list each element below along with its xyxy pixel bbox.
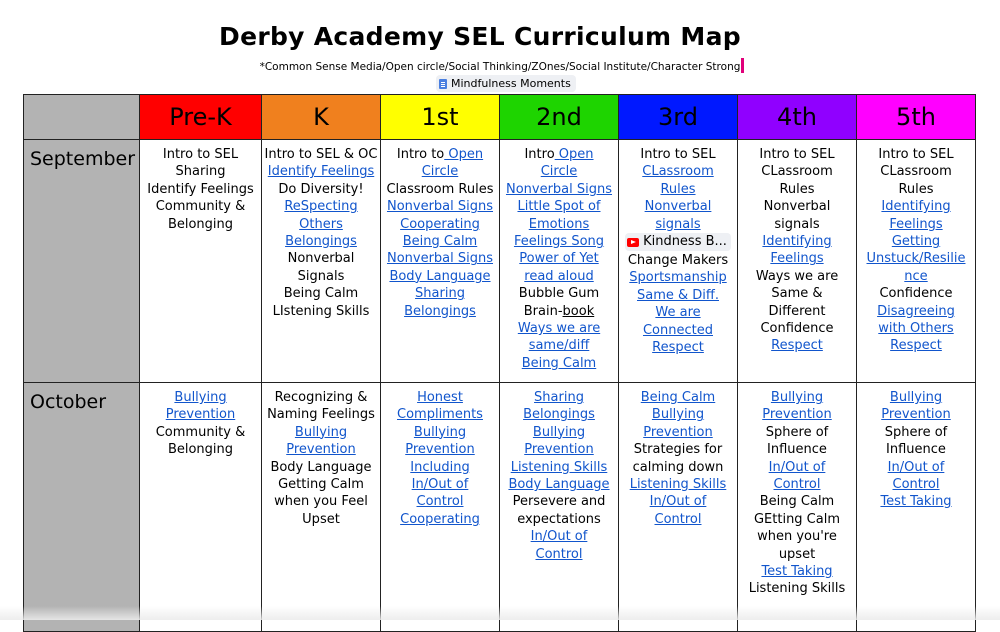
topic-text: Rules (898, 181, 934, 197)
topic-text: Rules (779, 181, 815, 197)
topic-text: Classroom Rules (386, 181, 494, 197)
topic-link[interactable]: Control (654, 511, 702, 527)
cell-1st (381, 383, 500, 632)
topic-link[interactable]: Circle (540, 164, 578, 180)
topic-link[interactable]: Nonverbal Signs (386, 199, 494, 215)
text-cursor (741, 58, 744, 73)
month-row-october (24, 383, 976, 632)
youtube-icon (627, 238, 639, 247)
topic-text: Being Calm (759, 494, 835, 510)
topic-text: Sharing (175, 164, 226, 180)
topic-link[interactable]: Same & Diff. (637, 287, 719, 303)
topic-text: Body Language (270, 459, 372, 475)
topic-link[interactable]: Body Language (508, 477, 610, 493)
topic-text: Intro to SEL & OC (264, 147, 378, 162)
topic-text-part: Intro (524, 147, 555, 162)
topic-link[interactable]: Body Language (389, 268, 491, 284)
topic-text: Getting Calm (278, 477, 364, 493)
topic-link[interactable]: In/Out of (649, 494, 707, 510)
topic-text: Strategies for (633, 442, 723, 458)
topic-link[interactable]: Respect (890, 338, 942, 354)
month-label: October (24, 383, 140, 632)
cell-pre-k (140, 140, 262, 383)
cell-pre-k (140, 383, 262, 632)
topic-text: Influence (886, 442, 946, 458)
topic-link[interactable]: ReSpecting (284, 199, 358, 215)
topic-link[interactable]: Feelings (889, 216, 943, 232)
topic-text (502, 303, 616, 320)
topic-link[interactable]: signals (655, 216, 701, 232)
topic-text: Nonverbal (763, 199, 831, 215)
topic-text: CLassroom (761, 164, 833, 180)
topic-text: Bubble Gum (518, 286, 600, 302)
topic-link[interactable]: In/Out of (887, 459, 945, 475)
topic-link[interactable]: with Others (878, 321, 954, 337)
curriculum-table (23, 94, 976, 632)
topic-link[interactable]: Control (773, 477, 821, 493)
topic-link[interactable]: In/Out of (530, 529, 588, 545)
grade-header-1st: 1st (381, 95, 500, 140)
cell-1st (381, 140, 500, 383)
topic-text: LIstening Skills (272, 303, 370, 319)
topic-link[interactable]: Honest (417, 390, 463, 405)
topic-link[interactable]: Prevention (405, 442, 475, 458)
topic-text: Intro to SEL (640, 147, 716, 162)
topic-link[interactable]: Circle (421, 164, 459, 180)
topic-link[interactable]: Bullying (294, 424, 348, 440)
topic-text: Change Makers (627, 252, 729, 268)
topic-link[interactable]: Prevention (881, 407, 951, 423)
cell-4th (738, 140, 857, 383)
topic-text: Confidence (760, 321, 834, 337)
topic-link[interactable]: Open (444, 147, 484, 162)
topic-link[interactable]: Nonverbal Signs (386, 251, 494, 267)
doc-icon (439, 79, 447, 89)
topic-link[interactable]: Being Calm (640, 390, 716, 405)
cell-k (262, 140, 381, 383)
topic-link[interactable]: Control (892, 477, 940, 493)
topic-link[interactable]: Cooperating (400, 511, 480, 527)
topic-link[interactable]: Being Calm (521, 355, 597, 371)
topic-text (502, 146, 616, 163)
month-label: September (24, 140, 140, 383)
topic-text: Influence (767, 442, 827, 458)
topic-text: Do Diversity! (278, 181, 364, 197)
topic-text: Naming Feelings (267, 407, 375, 423)
cell-5th (857, 383, 976, 632)
topic-text: when you Feel (274, 494, 368, 510)
topic-text: CLassroom (880, 164, 952, 180)
topic-link[interactable]: Respect (652, 339, 704, 355)
topic-text: Intro to SEL (759, 147, 835, 162)
topic-link[interactable]: read aloud (524, 268, 594, 284)
topic-text: Different (768, 303, 826, 319)
topic-link[interactable]: Feelings Song (513, 234, 605, 250)
topic-link[interactable]: Including (410, 459, 470, 475)
cell-4th (738, 383, 857, 632)
grade-header-pre-k: Pre-K (140, 95, 262, 140)
chip-label: Mindfulness Moments (451, 77, 571, 90)
topic-link[interactable]: Bullying (770, 390, 824, 405)
topic-link[interactable]: Unstuck/Resilie (866, 251, 966, 267)
page-title: Derby Academy SEL Curriculum Map (219, 22, 741, 51)
topic-link[interactable]: Listening Skills (629, 477, 727, 493)
topic-text: Sphere of (765, 424, 829, 440)
bottom-fade (0, 606, 1000, 620)
topic-link[interactable]: Belongings (523, 407, 595, 423)
topic-link[interactable]: Bullying (651, 407, 705, 423)
topic-link[interactable]: Compliments (397, 407, 483, 423)
topic-link[interactable]: Identifying (881, 199, 951, 215)
topic-text: Persevere and (512, 494, 606, 510)
grade-header-k: K (262, 95, 381, 140)
cell-3rd (619, 383, 738, 632)
grade-header-3rd: 3rd (619, 95, 738, 140)
topic-link[interactable]: Bullying (889, 390, 943, 405)
topic-link[interactable]: Prevention (524, 442, 594, 458)
topic-link[interactable]: Bullying (413, 424, 467, 440)
topic-text: Community & (155, 424, 246, 440)
cell-3rd (619, 140, 738, 383)
grade-header-5th: 5th (857, 95, 976, 140)
topic-text-part: Intro to (396, 147, 445, 162)
topic-text: Being Calm (283, 286, 359, 302)
grade-header-2nd: 2nd (500, 95, 619, 140)
topic-link[interactable]: We are (655, 305, 701, 321)
topic-text-part: Brain- (523, 303, 563, 319)
topic-link[interactable]: Belongings (404, 303, 476, 319)
topic-link[interactable]: Being Calm (402, 234, 478, 250)
topic-link[interactable]: Little Spot of (517, 199, 601, 215)
grade-header-4th: 4th (738, 95, 857, 140)
topic-text: Belonging (167, 442, 234, 458)
topic-text: Belonging (167, 216, 234, 232)
topic-link[interactable]: Cooperating (400, 216, 480, 232)
topic-text: Identify Feelings (147, 181, 254, 197)
topic-text: Confidence (879, 286, 953, 302)
topic-link[interactable]: Control (535, 546, 583, 562)
topic-link[interactable]: Nonverbal (644, 199, 712, 215)
topic-link[interactable]: Identifying (762, 234, 832, 250)
mindfulness-moments-chip[interactable] (436, 75, 576, 92)
topic-link[interactable]: Bullying (532, 424, 586, 440)
topic-text: Signals (297, 268, 345, 284)
cell-k (262, 383, 381, 632)
topic-link[interactable]: Nonverbal Signs (505, 181, 613, 197)
topic-text: Ways we are (755, 268, 839, 284)
topic-link[interactable]: Identify Feelings (267, 164, 375, 180)
topic-link[interactable]: Prevention (643, 424, 713, 440)
month-row-september (24, 140, 976, 383)
topic-link[interactable]: Prevention (286, 442, 356, 458)
topic-text: Recognizing & (274, 390, 368, 405)
topic-link[interactable]: In/Out of (411, 477, 469, 493)
topic-text: Listening Skills (748, 581, 846, 597)
subtitle-text: *Common Sense Media/Open circle/Social Thinking/ZOnes/Social Institute/Character Strong (259, 61, 741, 73)
topic-link[interactable]: nce (904, 268, 928, 284)
topic-link[interactable]: Feelings (770, 251, 824, 267)
topic-text-part: book (562, 303, 595, 319)
corner-cell (24, 95, 140, 140)
cell-2nd (500, 140, 619, 383)
topic-link[interactable]: Sportsmanship (629, 270, 727, 286)
topic-text: upset (778, 546, 816, 562)
topic-link[interactable]: Getting (891, 234, 941, 250)
video-chip-label: Kindness B... (643, 234, 727, 250)
topic-link[interactable]: Bullying (174, 390, 227, 405)
topic-text: Nonverbal (287, 251, 355, 267)
topic-link[interactable]: Respect (771, 338, 823, 354)
subtitle (0, 58, 1000, 73)
topic-link[interactable]: Test Taking (761, 564, 833, 580)
topic-text: Intro to SEL (878, 147, 954, 162)
topic-link[interactable]: Sharing (534, 390, 584, 405)
topic-link[interactable]: Test Taking (880, 494, 952, 510)
topic-text: when you're (757, 529, 837, 545)
video-chip[interactable] (625, 233, 731, 251)
topic-link[interactable]: CLassroom (642, 164, 714, 180)
topic-link[interactable]: Open (554, 147, 594, 162)
topic-link[interactable]: Prevention (762, 407, 832, 423)
topic-text: Intro to SEL (162, 147, 239, 162)
topic-link[interactable]: Rules (660, 181, 696, 197)
topic-text: Community & (155, 199, 246, 215)
topic-text: expectations (517, 511, 601, 527)
cell-5th (857, 140, 976, 383)
topic-link[interactable]: Connected (642, 322, 713, 338)
topic-text: GEtting Calm (753, 511, 841, 527)
topic-link[interactable]: In/Out of (768, 459, 826, 475)
topic-link[interactable]: Prevention (165, 407, 236, 423)
topic-link[interactable]: Power of Yet (519, 251, 599, 267)
grade-header-row (24, 95, 976, 140)
topic-link[interactable]: Sharing (415, 286, 465, 302)
topic-link[interactable]: same/diff (528, 338, 590, 354)
topic-link[interactable]: Emotions (528, 216, 590, 232)
video-chip-line (621, 233, 735, 252)
topic-link[interactable]: Belongings (285, 234, 357, 250)
topic-link[interactable]: Control (416, 494, 464, 510)
topic-link[interactable]: Listening Skills (510, 459, 608, 475)
topic-link[interactable]: Disagreeing (877, 303, 955, 319)
topic-text: signals (774, 216, 820, 232)
topic-text (383, 146, 497, 163)
topic-text: Same & (771, 286, 823, 302)
topic-text: calming down (632, 459, 724, 475)
topic-link[interactable]: Others (299, 216, 343, 232)
topic-link[interactable]: Ways we are (517, 321, 601, 337)
topic-text: Upset (302, 511, 340, 527)
topic-text: Sphere of (884, 424, 948, 440)
cell-2nd (500, 383, 619, 632)
